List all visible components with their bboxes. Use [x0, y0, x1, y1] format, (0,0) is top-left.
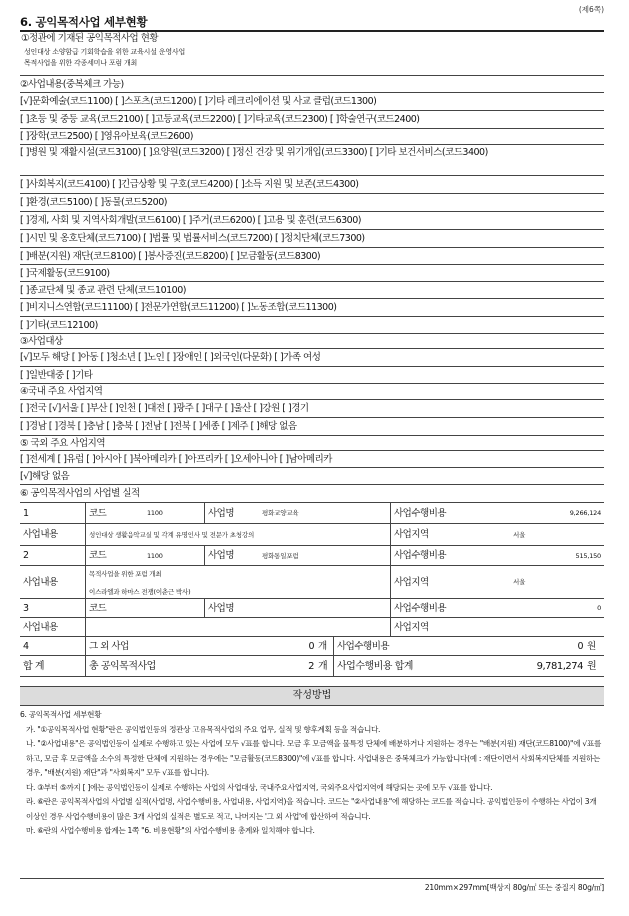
name-label: 사업명 — [204, 546, 259, 565]
project-no: 3 — [23, 603, 29, 614]
other-amount[interactable]: 0 — [577, 641, 583, 652]
project-region[interactable] — [510, 618, 604, 636]
other-label: 그 외 사업 — [85, 637, 225, 655]
total-sub-label: 총 공익목적사업 — [85, 656, 225, 676]
project-code[interactable]: 1100 — [147, 509, 163, 517]
guide-body — [20, 708, 604, 839]
content-label: 사업내용 — [23, 529, 58, 540]
other-count[interactable]: 0 — [308, 641, 314, 652]
project-content[interactable]: 성인대상 생활음악교실 및 각계 유명인사 및 전문가 초청강의 — [85, 524, 390, 545]
guide-paragraph: 마. ⑥란의 사업수행비용 합계는 1쪽 "6. 비용현황"의 사업수행비용 총계와 일치해야 합니다. — [26, 826, 315, 835]
q5-option-row[interactable]: [√]해당 없음 — [20, 468, 604, 485]
guide-paragraph: 나. "②사업내용"은 공익법인등이 실제로 수행하고 있는 사업에 모두 √표를 합니다. 모금 후 모금액을 물특정 단체에 배분하거나 지원하는 경우는 "배분(지원) 재단(코드8100)"에 √표를 하고, 모금 후 모금액을 소수의 특정한 단체에 지원하는 경우에는 "모금활동(코드8300)"에 √표를 합니다. 사업내용은 중복체크가 가능합니다(예 : 재단이면서 사회복지단체를 지원하는 경우, "배분(지원) 재단"과 "사회복지" 모두 √표를 합니다). — [26, 739, 602, 777]
q2-option-row[interactable]: [ ]사회복지(코드4100) [ ]긴급상황 및 구호(코드4200) [ ]소득 지원 및 보존(코드4300) — [20, 176, 604, 194]
project-row — [20, 546, 604, 566]
q2-option-row[interactable]: [ ]종교단체 및 종교 관련 단체(코드10100) — [20, 282, 604, 299]
total-count[interactable]: 2 — [308, 661, 314, 672]
name-label: 사업명 — [204, 503, 259, 523]
code-label: 코드 — [85, 503, 144, 523]
amount-label: 사업수행비용 — [390, 599, 510, 617]
other-projects-row — [20, 637, 604, 656]
other-amount-label: 사업수행비용 — [333, 637, 453, 655]
project-amount[interactable]: 515,150 — [575, 552, 601, 560]
project-region[interactable]: 서울 — [513, 578, 526, 586]
q2-option-row[interactable]: [ ]장학(코드2500) [ ]영유아보육(코드2600) — [20, 129, 604, 145]
q4-option-row[interactable]: [ ]전국 [√]서울 [ ]부산 [ ]인천 [ ]대전 [ ]광주 [ ]대구 [ ]울산 [ ]강원 [ ]경기 — [20, 400, 604, 418]
q5-label: ⑤ 국외 주요 사업지역 — [20, 436, 604, 451]
q2-option-row[interactable]: [ ]시민 및 옹호단체(코드7100) [ ]법률 및 법률서비스(코드7200) [ ]정치단체(코드7300) — [20, 230, 604, 248]
region-label: 사업지역 — [390, 524, 510, 545]
guide-paragraph: 가. "①공익목적사업 현황"란은 공익법인등의 정관상 고유목적사업의 주요 업무, 실적 및 향후계획 등을 적습니다. — [26, 724, 381, 734]
q2-option-row[interactable]: [ ]국제활동(코드9100) — [20, 265, 604, 282]
q1-label: ①정관에 기재된 공익목적사업 현황 — [21, 33, 159, 44]
project-amount[interactable]: 0 — [597, 604, 601, 612]
paper-spec: 210mm×297mm[백상지 80g/㎡ 또는 중질지 80g/㎡] — [424, 883, 604, 892]
project-row — [20, 599, 604, 618]
guide-paragraph: 6. 공익목적사업 세부현황 — [20, 710, 102, 719]
q6-label: ⑥ 공익목적사업의 사업별 실적 — [20, 485, 604, 503]
project-code[interactable] — [144, 599, 204, 617]
project-row — [20, 503, 604, 524]
q2-option-row[interactable]: [ ]병원 및 재활시설(코드3100) [ ]요양원(코드3200) [ ]정신 건강 및 위기개입(코드3300) [ ]기타 보건서비스(코드3400) — [20, 145, 604, 176]
project-name[interactable]: 평화통일포럼 — [262, 552, 299, 560]
project-detail-row — [20, 524, 604, 546]
q2-option-row[interactable]: [ ]환경(코드5100) [ ]동물(코드5200) — [20, 194, 604, 212]
q2-option-row[interactable]: [√]문화예술(코드1100) [ ]스포츠(코드1200) [ ]기타 레크리에이션 및 사교 클럽(코드1300) — [20, 93, 604, 111]
q2-option-row[interactable]: [ ]배분(지원) 재단(코드8100) [ ]봉사증진(코드8200) [ ]모금활동(코드8300) — [20, 248, 604, 265]
other-amount-unit: 원 — [587, 641, 596, 652]
q3-option-row[interactable]: [ ]일반대중 [ ]기타 — [20, 367, 604, 384]
guide-paragraph: 다. ③부터 ⑤까지 [ ]에는 공익법인등이 실제로 수행하는 사업의 사업대상, 국내주요사업지역, 국외주요사업지역에 해당되는 곳에 모두 √표를 합니다. — [26, 782, 493, 792]
project-region[interactable]: 서울 — [513, 531, 526, 539]
q2-option-row[interactable]: [ ]경제, 사회 및 지역사회개발(코드6100) [ ]주거(코드6200) [ ]고용 및 훈련(코드6300) — [20, 212, 604, 230]
other-no: 4 — [23, 641, 29, 652]
q1-line: 성인대상 소양함급 기회학습을 위한 교육시설 운영사업 — [24, 48, 186, 56]
code-label: 코드 — [85, 599, 144, 617]
amount-label: 사업수행비용 — [390, 546, 510, 565]
q1-line: 목적사업을 위한 각종세미나 포럼 개최 — [24, 59, 138, 67]
q1-block — [20, 31, 604, 76]
region-label: 사업지역 — [390, 618, 510, 636]
footer-rule — [20, 878, 604, 879]
q2-option-row[interactable]: [ ]기타(코드12100) — [20, 317, 604, 334]
project-detail-row — [20, 566, 604, 599]
content-label: 사업내용 — [23, 577, 58, 588]
guide-paragraph: 라. ⑥란은 공익목적사업의 사업별 실적(사업명, 사업수행비용, 사업내용, 사업지역)을 적습니다. 코드는 "②사업내용"에 해당하는 코드를 적습니다. 공익법인등이 수행하는 사업이 3개 이상인 경우 사업수행비용이 많은 3개 사업의 실적은 별도로 적고, 나머지는 '그 외 사업'에 합산하여 적습니다. — [26, 797, 597, 821]
q3-option-row[interactable]: [√]모두 해당 [ ]아동 [ ]청소년 [ ]노인 [ ]장애인 [ ]외국인(다문화) [ ]가족 여성 — [20, 349, 604, 367]
total-row — [20, 656, 604, 677]
project-no: 2 — [23, 550, 29, 561]
project-code[interactable]: 1100 — [147, 552, 163, 560]
code-label: 코드 — [85, 546, 144, 565]
project-amount[interactable]: 9,266,124 — [569, 509, 601, 517]
q5-option-row[interactable]: [ ]전세계 [ ]유럽 [ ]아시아 [ ]북아메리카 [ ]아프리카 [ ]오세아니아 [ ]남아메리카 — [20, 451, 604, 468]
project-no: 1 — [23, 508, 29, 519]
content-label: 사업내용 — [23, 622, 58, 633]
project-content[interactable] — [85, 618, 390, 636]
project-content-line: 이스라엘과 하마스 전쟁(이춘근 박사) — [89, 588, 191, 596]
project-name[interactable]: 평화교양교육 — [262, 509, 299, 517]
q3-label: ③사업대상 — [20, 334, 604, 349]
total-amount-unit: 원 — [587, 661, 597, 672]
project-name[interactable] — [259, 599, 390, 617]
page-number: (제6쪽) — [578, 5, 604, 14]
region-label: 사업지역 — [390, 566, 510, 598]
guide-title: 작성방법 — [20, 686, 604, 706]
section-title: 6. 공익목적사업 세부현황 — [20, 15, 148, 29]
total-label: 합 계 — [23, 661, 44, 672]
q4-option-row[interactable]: [ ]경남 [ ]경북 [ ]충남 [ ]충북 [ ]전남 [ ]전북 [ ]세종 [ ]제주 [ ]해당 없음 — [20, 418, 604, 436]
project-content[interactable] — [85, 566, 390, 598]
q2-option-row[interactable]: [ ]초등 및 중등 교육(코드2100) [ ]고등교육(코드2200) [ ]기타교육(코드2300) [ ]학술연구(코드2400) — [20, 111, 604, 129]
other-count-unit: 개 — [318, 641, 327, 652]
q2-option-row[interactable]: [ ]비지니스연합(코드11100) [ ]전문가연합(코드11200) [ ]노동조합(코드11300) — [20, 299, 604, 317]
total-count-unit: 개 — [318, 661, 328, 672]
q2-label: ②사업내용(중복체크 가능) — [20, 76, 604, 93]
project-detail-row — [20, 618, 604, 637]
amount-label: 사업수행비용 — [390, 503, 510, 523]
project-content-line: 목적사업을 위한 포럼 개최 — [89, 570, 162, 578]
name-label: 사업명 — [204, 599, 259, 617]
total-amount-label: 사업수행비용 합계 — [333, 656, 453, 676]
total-amount[interactable]: 9,781,274 — [536, 661, 583, 672]
q4-label: ④국내 주요 사업지역 — [20, 384, 604, 400]
